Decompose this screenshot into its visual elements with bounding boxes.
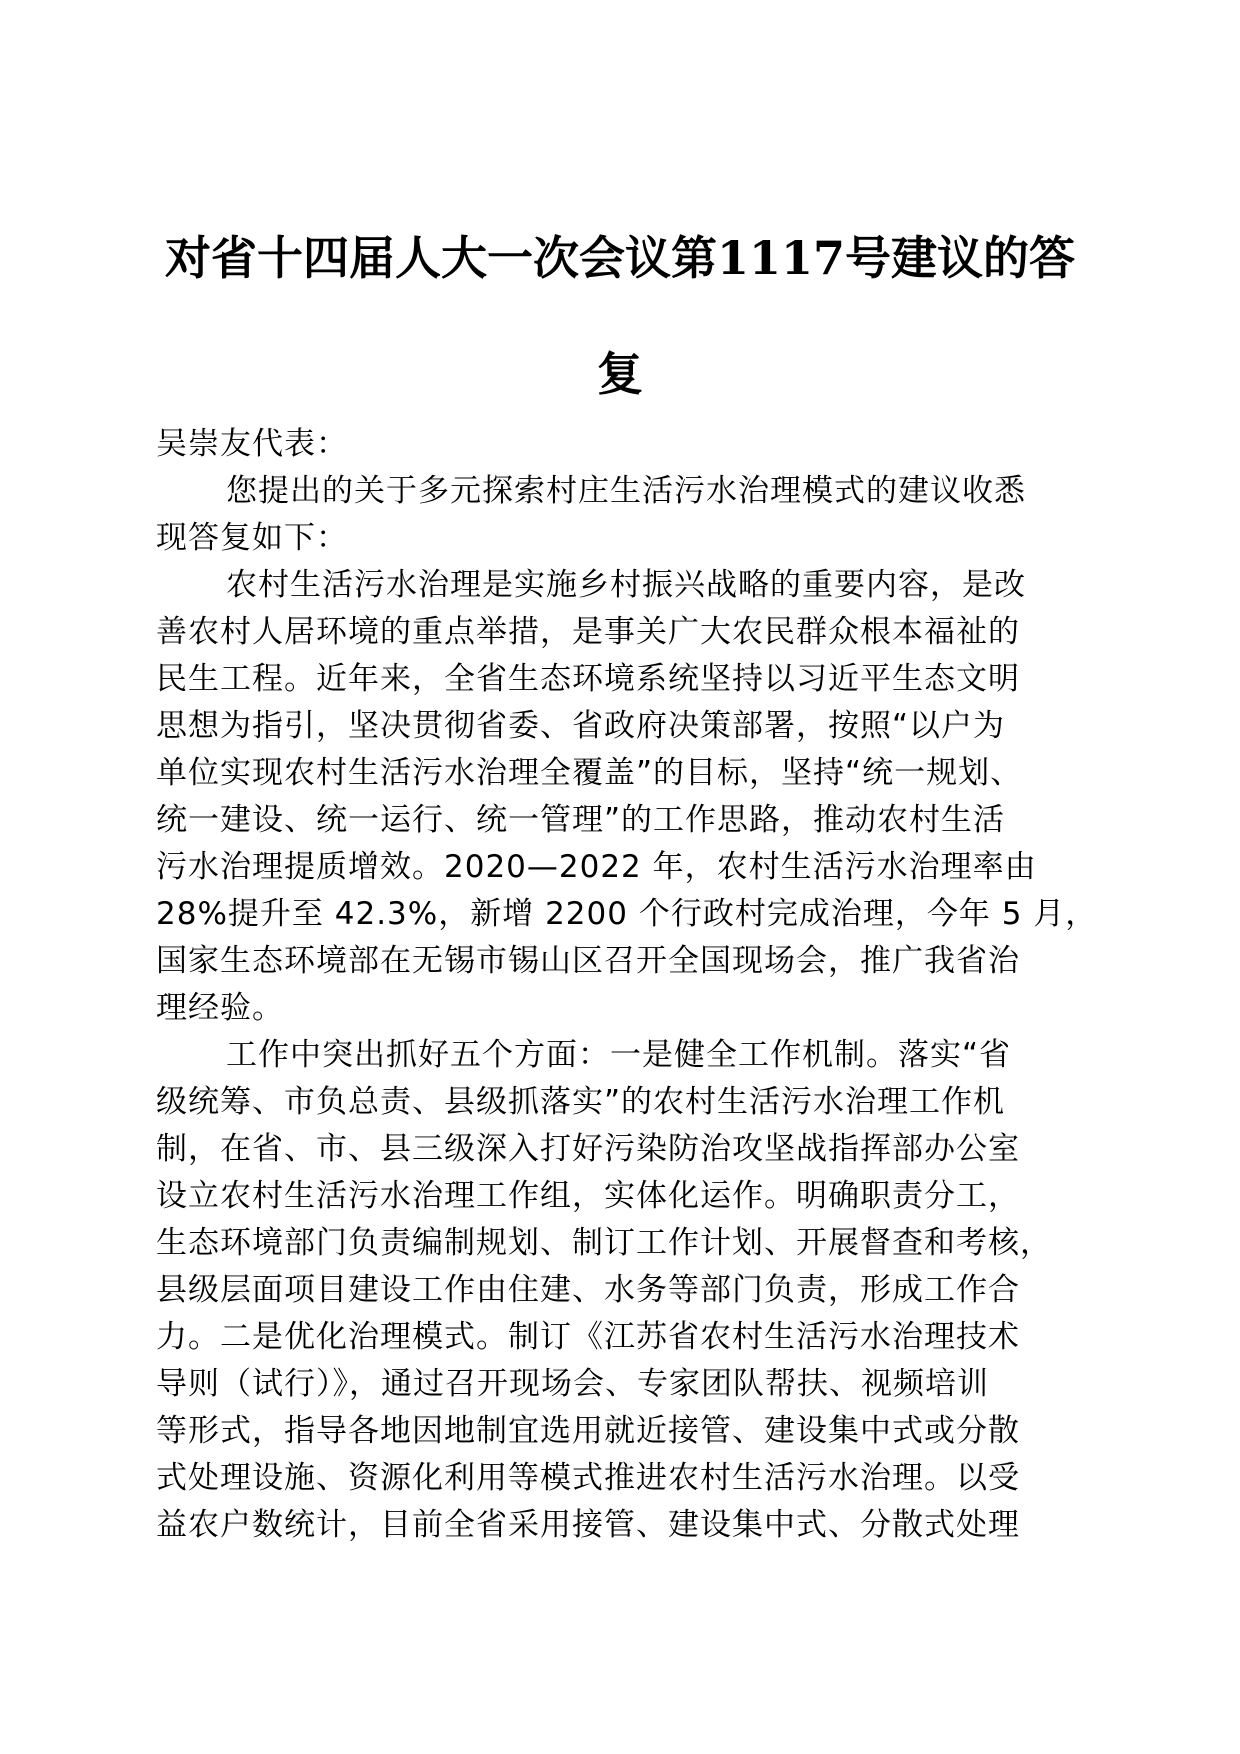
paragraph-line: 设立农村生活污水治理工作组，实体化运作。明确职责分工， bbox=[156, 1178, 1020, 1214]
paragraph-line: 级统筹、市负总责、县级抓落实”的农村生活污水治理工作机 bbox=[156, 1084, 1006, 1120]
paragraph-line: 制，在省、市、县三级深入打好污染防治攻坚战指挥部办公室 bbox=[156, 1131, 1020, 1167]
paragraph-line: 污水治理提质增效。2020—2022 年，农村生活污水治理率由 bbox=[156, 849, 1037, 885]
paragraph-line: 式处理设施、资源化利用等模式推进农村生活污水治理。以受 bbox=[156, 1460, 1020, 1496]
paragraph-line: 工作中突出抓好五个方面：一是健全工作机制。落实“省 bbox=[226, 1037, 1012, 1073]
paragraph-line: 国家生态环境部在无锡市锡山区召开全国现场会，推广我省治 bbox=[156, 943, 1020, 979]
document-body bbox=[156, 421, 1098, 1549]
document-title-line-2: 复 bbox=[597, 347, 643, 401]
salutation: 吴崇友代表： bbox=[156, 426, 348, 462]
paragraph-line: 益农户数统计，目前全省采用接管、建设集中式、分散式处理 bbox=[156, 1507, 1020, 1543]
paragraph-line: 您提出的关于多元探索村庄生活污水治理模式的建议收悉 bbox=[226, 473, 1026, 509]
paragraph-line: 县级层面项目建设工作由住建、水务等部门负责，形成工作合 bbox=[156, 1272, 1020, 1308]
paragraph-line: 现答复如下： bbox=[156, 520, 348, 556]
paragraph-line: 28%提升至 42.3%，新增 2200 个行政村完成治理，今年 5 月， bbox=[156, 896, 1098, 932]
paragraph-line: 生态环境部门负责编制规划、制订工作计划、开展督查和考核， bbox=[156, 1225, 1052, 1261]
paragraph-line: 理经验。 bbox=[156, 990, 284, 1026]
paragraph-line: 导则（试行）》，通过召开现场会、专家团队帮扶、视频培训 bbox=[156, 1366, 989, 1402]
paragraph-line: 民生工程。近年来，全省生态环境系统坚持以习近平生态文明 bbox=[156, 661, 1020, 697]
paragraph-line: 善农村人居环境的重点举措，是事关广大农民群众根本福祉的 bbox=[156, 614, 1020, 650]
paragraph-line: 思想为指引，坚决贯彻省委、省政府决策部署，按照“以户为 bbox=[156, 708, 1006, 744]
paragraph-line: 单位实现农村生活污水治理全覆盖”的目标，坚持“统一规划、 bbox=[156, 755, 1023, 791]
paragraph-line: 力。二是优化治理模式。制订《江苏省农村生活污水治理技术 bbox=[156, 1319, 1020, 1355]
paragraph-line: 农村生活污水治理是实施乡村振兴战略的重要内容，是改 bbox=[226, 567, 1026, 603]
document-title-line-1: 对省十四届人大一次会议第1117号建议的答 bbox=[164, 231, 1076, 285]
paragraph-line: 等形式，指导各地因地制宜选用就近接管、建设集中式或分散 bbox=[156, 1413, 1020, 1449]
paragraph-line: 统一建设、统一运行、统一管理”的工作思路，推动农村生活 bbox=[156, 802, 1006, 838]
